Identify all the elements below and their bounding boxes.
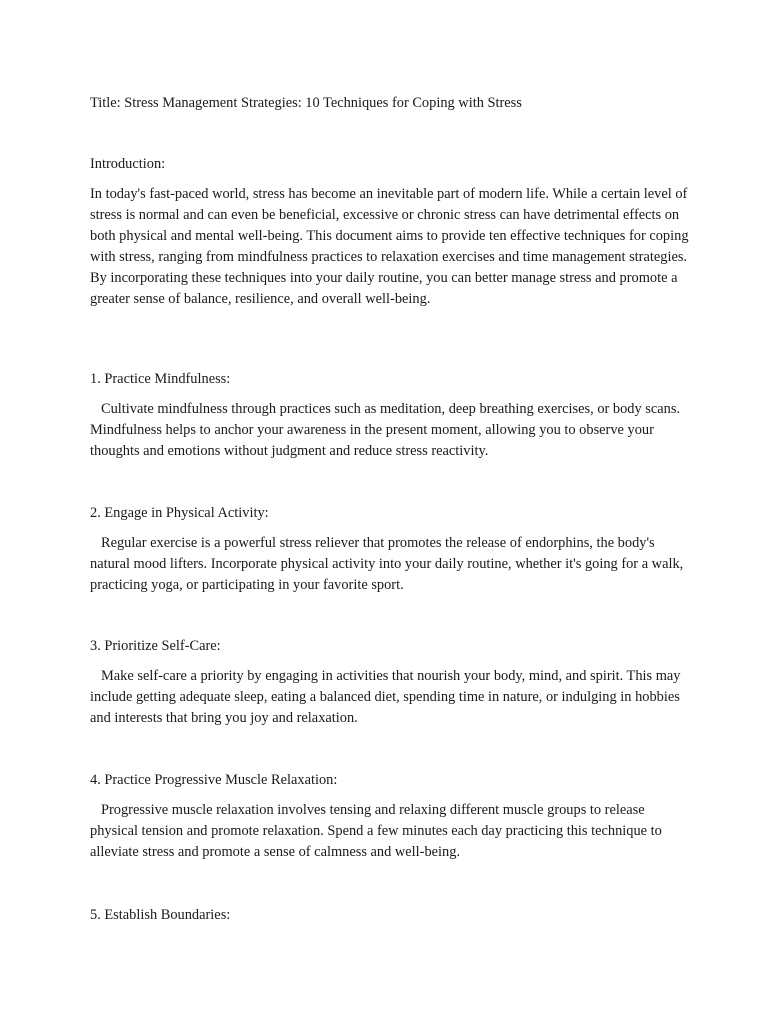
section-heading-physical-activity: 2. Engage in Physical Activity: — [90, 505, 269, 521]
section-text-muscle-relaxation: Progressive muscle relaxation involves tensing and relaxing different muscle groups to release physical tension and promote relaxation. Spend a few minutes each day practicing this technique to alleviate stress and promote a sense of calmness and well-being. — [90, 802, 662, 861]
section-text-self-care: Make self-care a priority by engaging in activities that nourish your body, mind, and spirit. This may include getting adequate sleep, eating a balanced diet, spending time in nature, or indulging in hobbies and interests that bring you joy and relaxation. — [90, 668, 681, 727]
document-title: Title: Stress Management Strategies: 10 Techniques for Coping with Stress — [90, 95, 522, 111]
section-heading-self-care: 3. Prioritize Self-Care: — [90, 638, 221, 654]
section-text-mindfulness: Cultivate mindfulness through practices such as meditation, deep breathing exercises, or body scans. Mindfulness helps to anchor your awareness in the present moment, allowing you to observe your thoughts and emotions without judgment and reduce stress reactivity. — [90, 401, 681, 460]
section-heading-mindfulness: 1. Practice Mindfulness: — [90, 371, 231, 387]
section-heading-muscle-relaxation: 4. Practice Progressive Muscle Relaxation: — [90, 772, 338, 788]
section-paragraph-mindfulness — [90, 399, 690, 462]
introduction-paragraph: In today's fast-paced world, stress has become an inevitable part of modern life. While a certain level of stress is normal and can even be beneficial, excessive or chronic stress can have detrimental effects on both physical and mental well-being. This document aims to provide ten effective techniques for coping with stress, ranging from mindfulness practices to relaxation exercises and time management strategies. By incorporating these techniques into your daily routine, you can better manage stress and promote a greater sense of balance, resilience, and overall well-being. — [90, 186, 689, 308]
introduction-heading: Introduction: — [90, 156, 166, 172]
section-paragraph-muscle-relaxation — [90, 800, 690, 863]
section-paragraph-physical-activity — [90, 533, 690, 596]
section-paragraph-self-care — [90, 666, 690, 729]
section-heading-boundaries: 5. Establish Boundaries: — [90, 907, 231, 923]
section-text-physical-activity: Regular exercise is a powerful stress reliever that promotes the release of endorphins, the body's natural mood lifters. Incorporate physical activity into your daily routine, whether it's going for a walk, practicing yoga, or participating in your favorite sport. — [90, 535, 684, 594]
